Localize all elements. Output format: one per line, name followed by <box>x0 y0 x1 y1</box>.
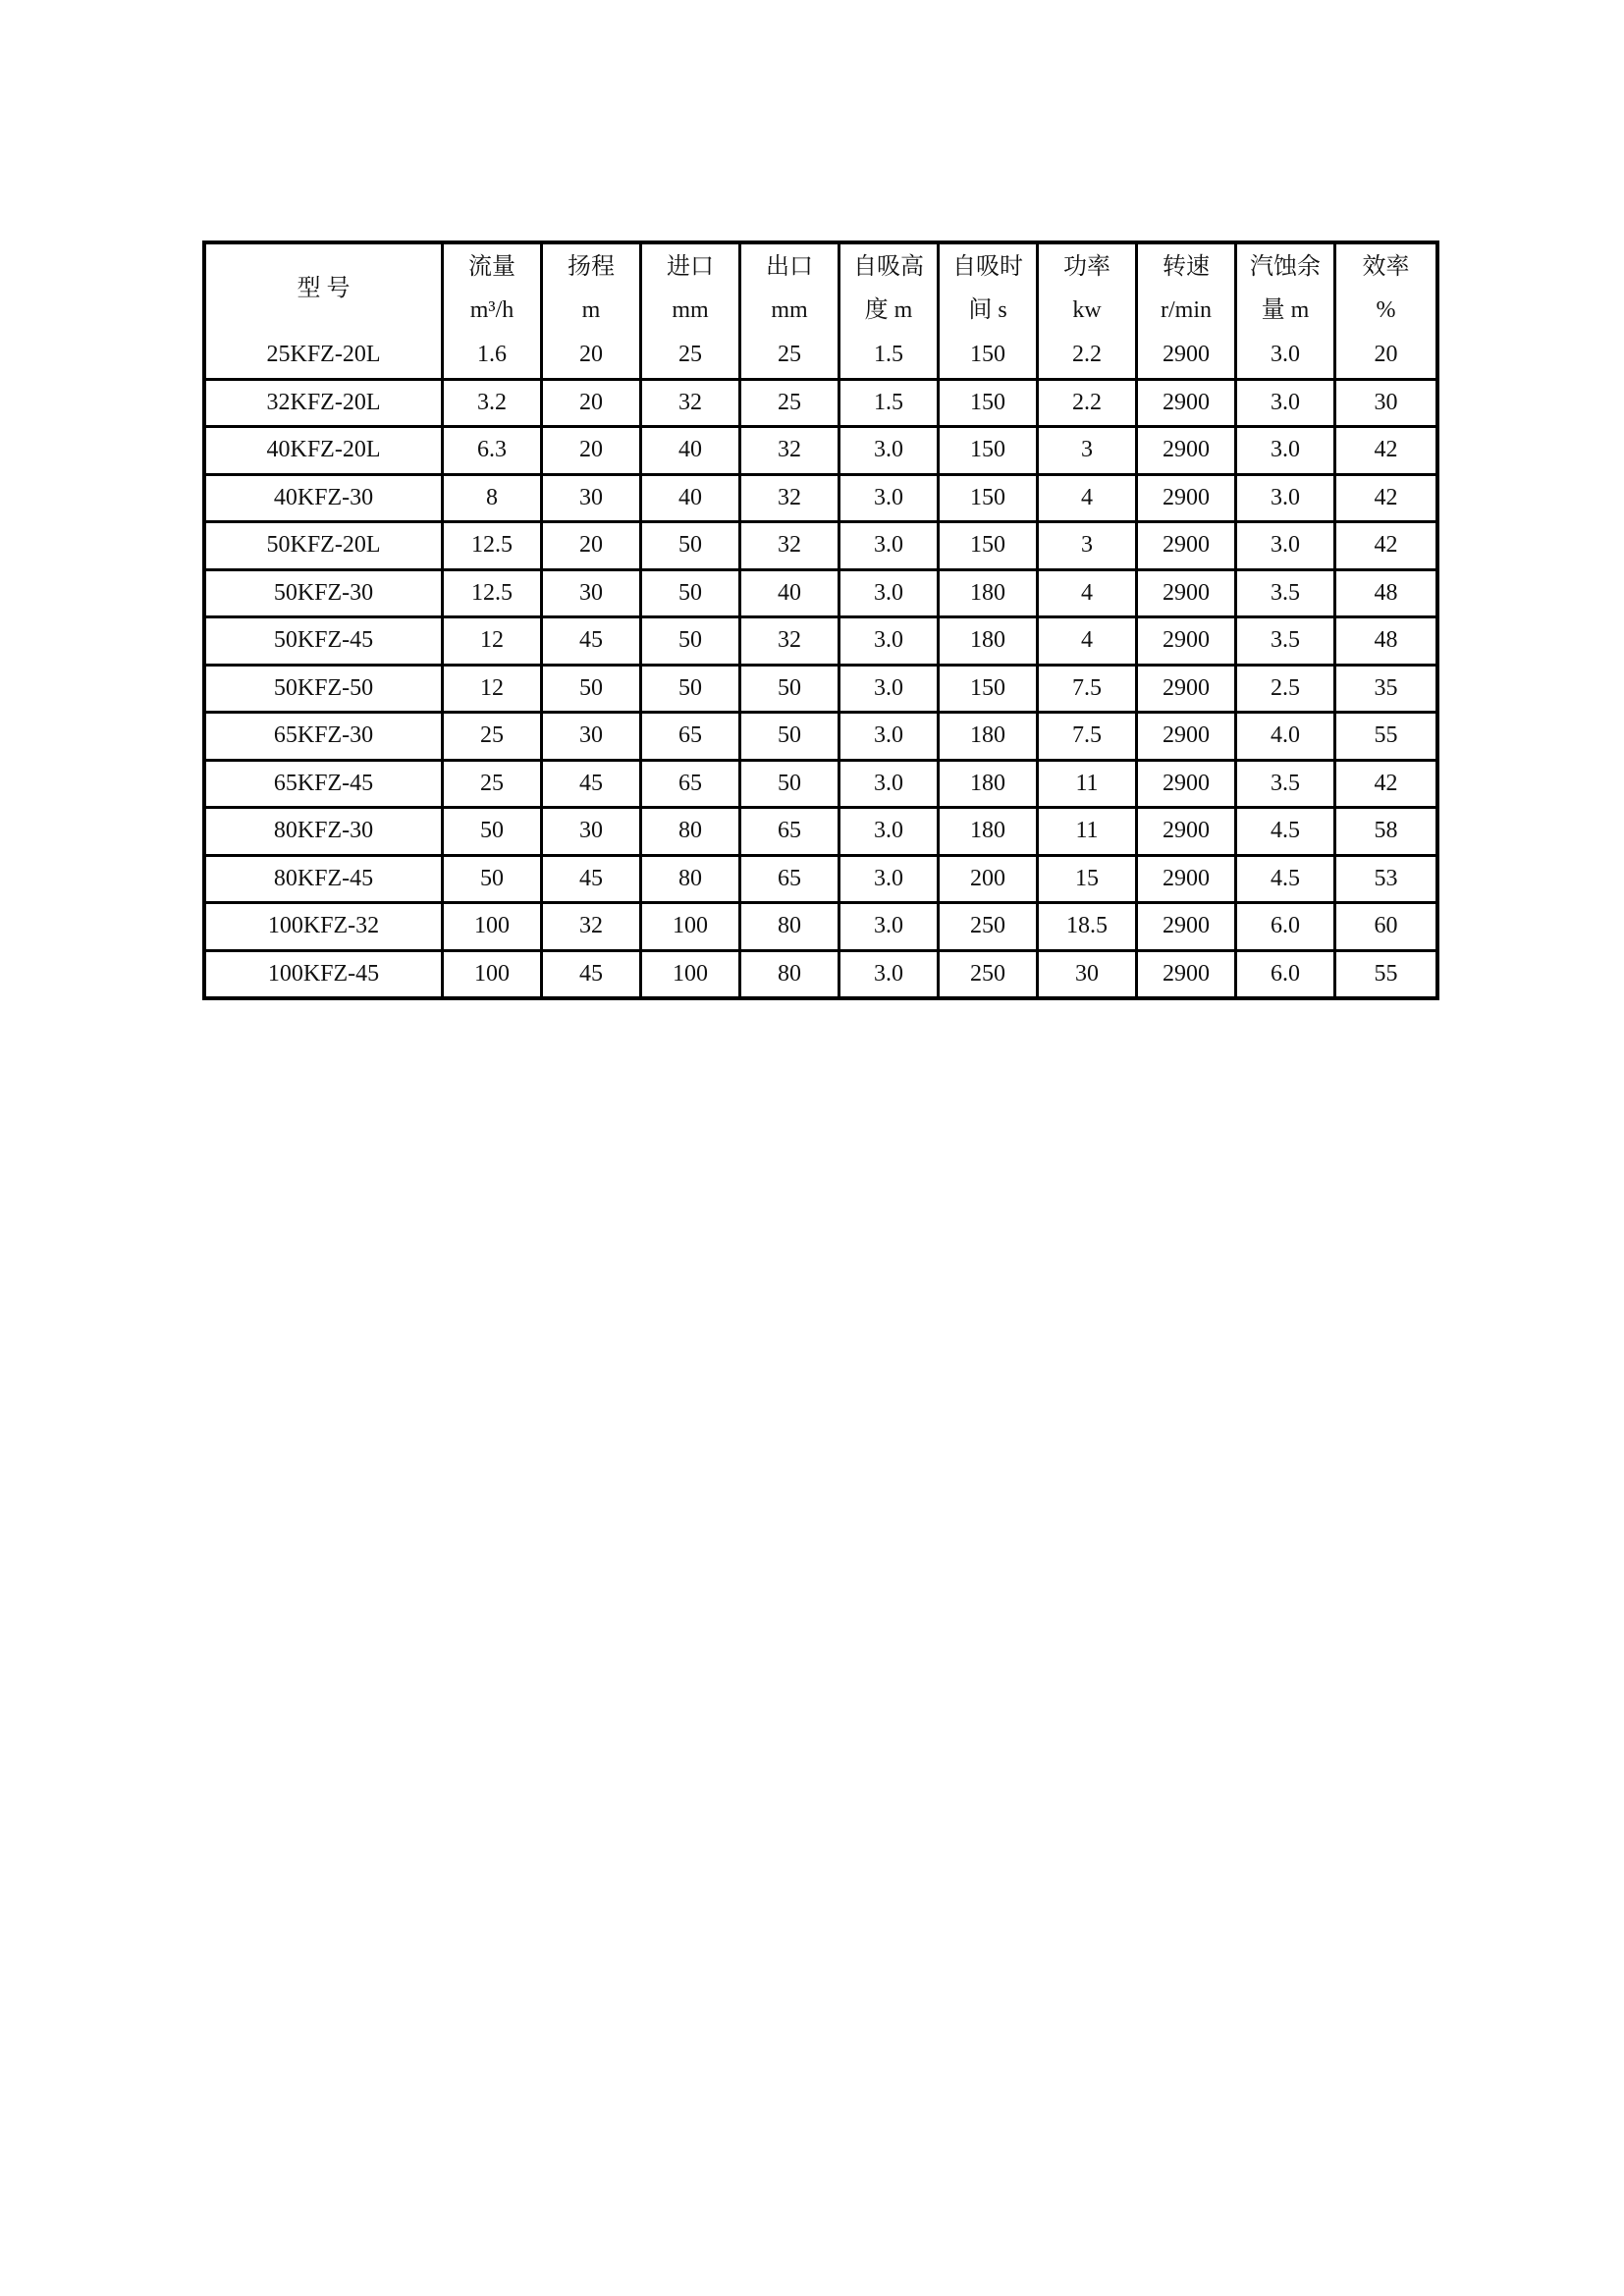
cell-suction-time: 150 <box>940 333 1039 381</box>
cell-power: 4 <box>1039 571 1138 619</box>
header-suction-height-label: 自吸高 <box>853 254 924 280</box>
cell-efficiency: 48 <box>1336 571 1435 619</box>
header-row <box>206 244 1435 333</box>
cell-outlet: 40 <box>741 571 840 619</box>
cell-model: 50KFZ-50 <box>206 667 444 715</box>
header-head <box>543 244 642 333</box>
cell-efficiency: 48 <box>1336 618 1435 667</box>
cell-model: 100KFZ-32 <box>206 904 444 952</box>
cell-power: 4 <box>1039 476 1138 524</box>
cell-inlet: 25 <box>642 333 741 381</box>
table-row <box>206 476 1435 524</box>
cell-speed: 2900 <box>1138 381 1237 429</box>
cell-suction-time: 250 <box>940 952 1039 997</box>
cell-npsh: 3.0 <box>1237 381 1336 429</box>
cell-model: 25KFZ-20L <box>206 333 444 381</box>
cell-efficiency: 30 <box>1336 381 1435 429</box>
cell-speed: 2900 <box>1138 904 1237 952</box>
cell-flow: 12.5 <box>444 571 543 619</box>
cell-head: 20 <box>543 523 642 571</box>
cell-power: 2.2 <box>1039 333 1138 381</box>
cell-power: 3 <box>1039 428 1138 476</box>
table-header <box>206 244 1435 333</box>
cell-inlet: 80 <box>642 857 741 905</box>
header-flow-label: 流量 <box>468 254 515 280</box>
cell-suction-height: 3.0 <box>840 762 940 810</box>
cell-head: 45 <box>543 762 642 810</box>
cell-suction-time: 150 <box>940 428 1039 476</box>
cell-outlet: 25 <box>741 333 840 381</box>
header-outlet <box>741 244 840 333</box>
cell-suction-time: 150 <box>940 381 1039 429</box>
cell-suction-height: 1.5 <box>840 381 940 429</box>
cell-outlet: 25 <box>741 381 840 429</box>
cell-suction-time: 150 <box>940 523 1039 571</box>
cell-outlet: 80 <box>741 904 840 952</box>
cell-npsh: 6.0 <box>1237 952 1336 997</box>
cell-power: 4 <box>1039 618 1138 667</box>
cell-suction-time: 150 <box>940 667 1039 715</box>
cell-efficiency: 55 <box>1374 960 1398 987</box>
header-suction-height-unit: 度 m <box>864 297 913 323</box>
cell-efficiency: 42 <box>1336 762 1435 810</box>
cell-model: 40KFZ-30 <box>206 476 444 524</box>
header-outlet-label: 出口 <box>766 254 813 280</box>
cell-head: 45 <box>543 952 642 997</box>
cell-inlet: 80 <box>642 809 741 857</box>
cell-power: 7.5 <box>1039 667 1138 715</box>
cell-npsh: 3.5 <box>1237 571 1336 619</box>
cell-speed: 2900 <box>1138 428 1237 476</box>
header-suction-time-unit: 间 s <box>968 297 1007 323</box>
cell-inlet: 50 <box>642 667 741 715</box>
cell-npsh: 6.0 <box>1237 904 1336 952</box>
cell-head: 45 <box>543 618 642 667</box>
cell-flow: 100 <box>444 952 543 997</box>
cell-npsh: 3.5 <box>1237 618 1336 667</box>
cell-efficiency: 55 <box>1336 714 1435 762</box>
cell-suction-height: 3.0 <box>840 618 940 667</box>
header-model <box>206 244 444 333</box>
cell-head: 50 <box>543 667 642 715</box>
cell-speed: 2900 <box>1138 857 1237 905</box>
table-row <box>206 762 1435 810</box>
cell-suction-time: 180 <box>940 571 1039 619</box>
cell-speed: 2900 <box>1138 714 1237 762</box>
cell-model: 50KFZ-20L <box>206 523 444 571</box>
cell-outlet: 50 <box>741 714 840 762</box>
cell-flow: 12 <box>444 667 543 715</box>
cell-suction-height: 3.0 <box>840 714 940 762</box>
cell-suction-height: 3.0 <box>840 571 940 619</box>
cell-model: 80KFZ-30 <box>206 809 444 857</box>
table-row <box>206 952 1435 997</box>
cell-flow: 50 <box>444 809 543 857</box>
pump-spec-table <box>202 240 1439 1000</box>
cell-flow: 100 <box>444 904 543 952</box>
header-inlet <box>642 244 741 333</box>
cell-outlet: 65 <box>741 809 840 857</box>
cell-inlet: 100 <box>642 904 741 952</box>
cell-power: 11 <box>1039 809 1138 857</box>
cell-efficiency: 35 <box>1336 667 1435 715</box>
table-row <box>206 904 1435 952</box>
cell-outlet: 32 <box>741 523 840 571</box>
cell-model: 50KFZ-45 <box>206 618 444 667</box>
table-row <box>206 381 1435 429</box>
cell-inlet: 65 <box>642 762 741 810</box>
cell-inlet: 100 <box>642 952 741 997</box>
cell-suction-height: 3.0 <box>840 428 940 476</box>
cell-model: 50KFZ-30 <box>206 571 444 619</box>
cell-power: 15 <box>1039 857 1138 905</box>
table-row <box>206 714 1435 762</box>
header-flow-unit: m³/h <box>469 297 514 323</box>
cell-suction-height: 3.0 <box>840 476 940 524</box>
cell-inlet: 65 <box>642 714 741 762</box>
cell-flow: 6.3 <box>444 428 543 476</box>
cell-outlet: 50 <box>741 762 840 810</box>
cell-inlet: 40 <box>642 476 741 524</box>
cell-flow: 25 <box>444 762 543 810</box>
cell-power: 11 <box>1039 762 1138 810</box>
cell-head: 45 <box>543 857 642 905</box>
cell-flow: 12.5 <box>444 523 543 571</box>
cell-suction-height: 1.5 <box>840 333 940 381</box>
cell-speed: 2900 <box>1138 571 1237 619</box>
cell-efficiency: 53 <box>1336 857 1435 905</box>
cell-outlet: 32 <box>741 618 840 667</box>
cell-suction-time: 180 <box>940 809 1039 857</box>
table-row <box>206 428 1435 476</box>
cell-efficiency: 42 <box>1336 428 1435 476</box>
cell-suction-time: 180 <box>940 618 1039 667</box>
cell-suction-height: 3.0 <box>840 952 940 997</box>
header-power <box>1039 244 1138 333</box>
header-outlet-unit: mm <box>771 297 808 323</box>
header-npsh-unit: 量 m <box>1261 297 1310 323</box>
cell-power: 30 <box>1039 952 1138 997</box>
cell-speed: 2900 <box>1138 809 1237 857</box>
cell-suction-height: 3.0 <box>840 904 940 952</box>
cell-suction-time: 200 <box>940 857 1039 905</box>
cell-npsh: 4.5 <box>1237 809 1336 857</box>
header-suction-height <box>840 244 940 333</box>
cell-head: 30 <box>543 809 642 857</box>
header-speed <box>1138 244 1237 333</box>
header-head-unit: m <box>581 297 601 323</box>
cell-outlet: 65 <box>741 857 840 905</box>
cell-npsh: 3.0 <box>1237 523 1336 571</box>
header-head-label: 扬程 <box>568 254 615 280</box>
cell-inlet: 50 <box>642 523 741 571</box>
cell-suction-time: 180 <box>940 714 1039 762</box>
header-flow <box>444 244 543 333</box>
header-inlet-unit: mm <box>672 297 709 323</box>
cell-speed: 2900 <box>1138 762 1237 810</box>
cell-suction-height: 3.0 <box>840 523 940 571</box>
cell-flow: 25 <box>444 714 543 762</box>
cell-speed: 2900 <box>1138 476 1237 524</box>
cell-npsh: 4.5 <box>1237 857 1336 905</box>
table-body <box>206 333 1435 996</box>
table-row <box>206 667 1435 715</box>
cell-head: 20 <box>543 333 642 381</box>
header-efficiency-unit: % <box>1376 297 1396 323</box>
cell-flow: 12 <box>444 618 543 667</box>
cell-power: 2.2 <box>1039 381 1138 429</box>
cell-flow: 1.6 <box>444 333 543 381</box>
cell-model: 65KFZ-45 <box>206 762 444 810</box>
cell-head: 30 <box>543 476 642 524</box>
cell-head: 20 <box>543 381 642 429</box>
cell-model: 40KFZ-20L <box>206 428 444 476</box>
header-speed-unit: r/min <box>1161 297 1212 323</box>
cell-suction-time: 180 <box>940 762 1039 810</box>
cell-model: 100KFZ-45 <box>206 952 444 997</box>
cell-efficiency: 42 <box>1336 523 1435 571</box>
cell-efficiency: 58 <box>1336 809 1435 857</box>
cell-suction-time: 150 <box>940 476 1039 524</box>
cell-speed: 2900 <box>1138 618 1237 667</box>
cell-npsh: 3.5 <box>1237 762 1336 810</box>
header-efficiency-label: 效率 <box>1362 254 1410 280</box>
cell-outlet: 32 <box>741 476 840 524</box>
cell-speed: 2900 <box>1138 952 1237 997</box>
table-row <box>206 523 1435 571</box>
cell-head: 32 <box>543 904 642 952</box>
cell-efficiency: 20 <box>1336 333 1435 381</box>
table-row <box>206 571 1435 619</box>
cell-model: 32KFZ-20L <box>206 381 444 429</box>
cell-npsh: 3.0 <box>1237 428 1336 476</box>
cell-npsh: 3.0 <box>1237 476 1336 524</box>
cell-suction-height: 3.0 <box>840 667 940 715</box>
cell-head: 30 <box>543 714 642 762</box>
cell-flow: 50 <box>444 857 543 905</box>
header-suction-time-label: 自吸时 <box>952 254 1023 280</box>
cell-efficiency: 42 <box>1336 476 1435 524</box>
cell-speed: 2900 <box>1138 523 1237 571</box>
cell-head: 20 <box>543 428 642 476</box>
cell-outlet: 32 <box>741 428 840 476</box>
cell-flow: 3.2 <box>444 381 543 429</box>
header-speed-label: 转速 <box>1163 254 1210 280</box>
cell-flow: 8 <box>444 476 543 524</box>
table-row <box>206 857 1435 905</box>
cell-npsh: 2.5 <box>1237 667 1336 715</box>
cell-outlet: 80 <box>741 952 840 997</box>
cell-power: 7.5 <box>1039 714 1138 762</box>
table-row <box>206 333 1435 381</box>
cell-npsh: 4.0 <box>1237 714 1336 762</box>
header-power-unit: kw <box>1072 297 1102 323</box>
cell-outlet: 50 <box>741 667 840 715</box>
header-npsh <box>1237 244 1336 333</box>
cell-model: 80KFZ-45 <box>206 857 444 905</box>
header-model-label: 型 号 <box>297 276 351 301</box>
header-npsh-label: 汽蚀余 <box>1250 254 1321 280</box>
header-efficiency <box>1336 244 1435 333</box>
cell-inlet: 40 <box>642 428 741 476</box>
cell-suction-height: 3.0 <box>840 857 940 905</box>
cell-speed: 2900 <box>1138 333 1237 381</box>
header-inlet-label: 进口 <box>667 254 714 280</box>
header-suction-time <box>940 244 1039 333</box>
cell-suction-time: 250 <box>940 904 1039 952</box>
cell-power: 3 <box>1039 523 1138 571</box>
cell-inlet: 32 <box>642 381 741 429</box>
cell-inlet: 50 <box>642 618 741 667</box>
cell-power: 18.5 <box>1039 904 1138 952</box>
cell-suction-height: 3.0 <box>840 809 940 857</box>
header-power-label: 功率 <box>1063 254 1110 280</box>
cell-model: 65KFZ-30 <box>206 714 444 762</box>
cell-speed: 2900 <box>1138 667 1237 715</box>
cell-efficiency: 60 <box>1336 904 1435 952</box>
cell-inlet: 50 <box>642 571 741 619</box>
table-row <box>206 618 1435 667</box>
cell-npsh: 3.0 <box>1237 333 1336 381</box>
table-row <box>206 809 1435 857</box>
cell-head: 30 <box>543 571 642 619</box>
